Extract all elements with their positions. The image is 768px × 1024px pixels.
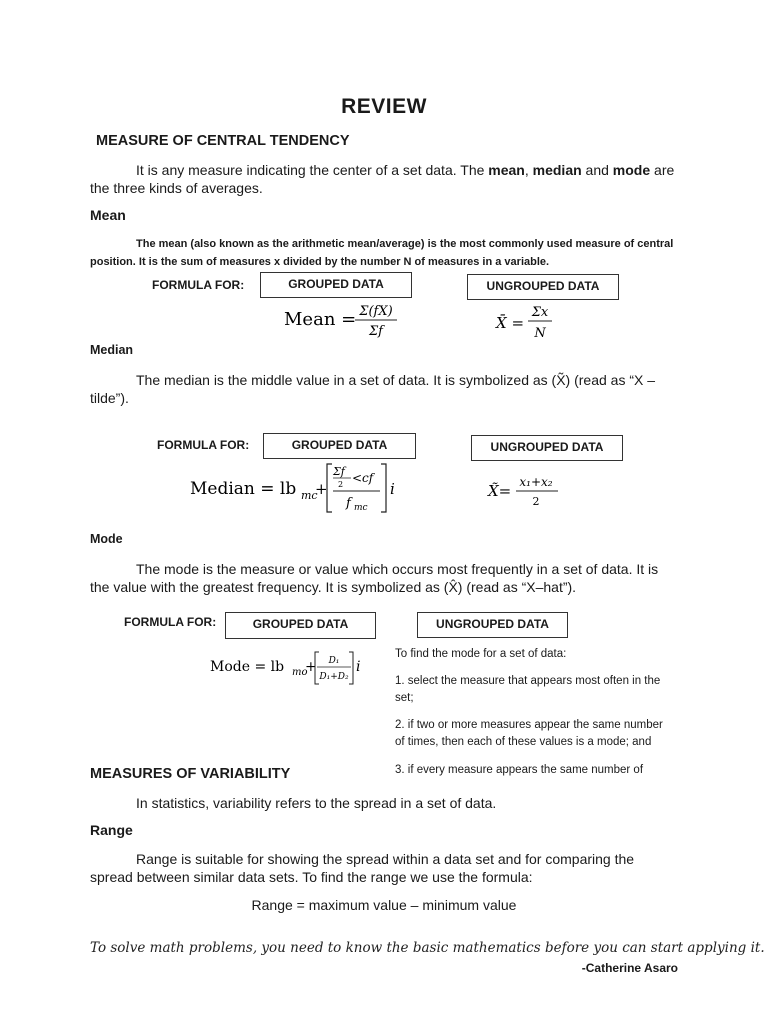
mean-ungrouped-den: N	[534, 326, 546, 341]
mean-ungrouped-box: UNGROUPED DATA	[467, 274, 619, 300]
mode-description: The mode is the measure or value which occurs most frequently in a set of data. It is the value with the greatest frequency. It is symbolized as (X̂) (read as “X–hat”).	[90, 561, 659, 595]
mode-grouped-plus: +	[305, 659, 317, 675]
mean-ungrouped-num: Σx	[531, 305, 549, 320]
mode-grouped-num: D₁	[328, 656, 340, 666]
intro-mean: mean	[488, 162, 525, 178]
median-top-num: Σf	[333, 465, 345, 478]
median-ungrouped-den: 2	[532, 495, 540, 508]
median-ungrouped-formula	[486, 470, 576, 512]
median-description: The median is the middle value in a set of data. It is symbolized as (X̃) (read as “X – tilde”).	[90, 372, 656, 406]
mode-grouped-den: D₁+D₂	[319, 672, 349, 682]
quote-author: -Catherine Asaro	[581, 961, 678, 975]
mode-heading: Mode	[90, 532, 123, 546]
median-rhs: i	[390, 480, 395, 498]
page-title: REVIEW	[341, 95, 427, 118]
median-den-sub: mc	[354, 503, 368, 513]
mode-grouped-formula	[208, 648, 368, 688]
median-heading: Median	[90, 343, 134, 357]
mode-ungrouped-box: UNGROUPED DATA	[417, 612, 568, 638]
mean-grouped-den: Σf	[368, 324, 384, 339]
median-grouped-formula	[188, 460, 408, 516]
central-tendency-intro	[90, 161, 680, 197]
median-bracket-right	[381, 464, 386, 512]
mode-grouped-sub: mo	[292, 667, 308, 678]
median-ungrouped-box: UNGROUPED DATA	[471, 435, 623, 461]
quote-text: To solve math problems, you need to know the basic mathematics before you can start applying it.	[90, 940, 765, 956]
range-formula: Range = maximum value – minimum value	[251, 897, 517, 913]
median-ungrouped-lhs: X̃=	[488, 482, 512, 500]
median-formula-label: FORMULA FOR:	[157, 438, 250, 452]
median-top-rhs: <cf	[352, 471, 374, 485]
mode-grouped-rhs: i	[356, 659, 361, 675]
median-grouped-box: GROUPED DATA	[263, 433, 416, 459]
intro-text-2: are the three kinds of averages.	[90, 162, 675, 196]
median-den: f	[346, 496, 351, 511]
variability-heading: MEASURES OF VARIABILITY	[90, 766, 291, 782]
mode-formula-label: FORMULA FOR:	[124, 615, 217, 629]
mean-ungrouped-lhs: X̄ =	[496, 314, 525, 332]
median-bracket-left	[327, 464, 332, 512]
mode-bracket-right	[349, 652, 353, 684]
mode-step-1: 1. select the measure that appears most often in the set;	[395, 675, 661, 704]
mean-formula-label: FORMULA FOR:	[152, 278, 245, 292]
mean-description: The mean (also known as the arithmetic mean/average) is the most commonly used measure of central position. It is the sum of measures x divided by the number N of measures in a variable.	[90, 238, 674, 268]
median-ungrouped-num: x₁+x₂	[519, 475, 553, 489]
mean-grouped-formula	[280, 300, 410, 345]
intro-comma: ,	[524, 162, 533, 178]
intro-mode: mode	[612, 162, 651, 178]
median-grouped-sub: mc	[301, 489, 318, 502]
median-top-den: 2	[338, 480, 344, 489]
range-description: Range is suitable for showing the spread within a data set and for comparing the spread between similar data sets. To find the range we use the formula:	[90, 851, 635, 885]
range-heading: Range	[90, 822, 133, 838]
mode-grouped-lhs: Mode = lb	[210, 659, 285, 675]
variability-intro: In statistics, variability refers to the spread in a set of data.	[136, 795, 497, 811]
intro-text-1: It is any measure indicating the center of a set data. The	[136, 162, 489, 178]
median-grouped-plus: +	[315, 480, 328, 498]
mean-ungrouped-formula	[494, 300, 574, 345]
mean-grouped-box: GROUPED DATA	[260, 272, 412, 298]
mode-grouped-box: GROUPED DATA	[225, 612, 376, 639]
mode-step-3: 3. if every measure appears the same number of	[395, 764, 644, 776]
mean-heading: Mean	[90, 207, 126, 223]
median-grouped-lhs: Median = lb	[190, 479, 297, 499]
central-tendency-heading: MEASURE OF CENTRAL TENDENCY	[96, 133, 350, 149]
mean-grouped-lhs: Mean =	[284, 309, 357, 330]
mode-steps-intro: To find the mode for a set of data:	[395, 648, 567, 660]
mode-step-2: 2. if two or more measures appear the same number of times, then each of these values is a mode; and	[395, 719, 663, 748]
intro-and: and	[581, 162, 613, 178]
mean-grouped-num: Σ(fX)	[359, 304, 393, 319]
intro-median: median	[532, 162, 582, 178]
